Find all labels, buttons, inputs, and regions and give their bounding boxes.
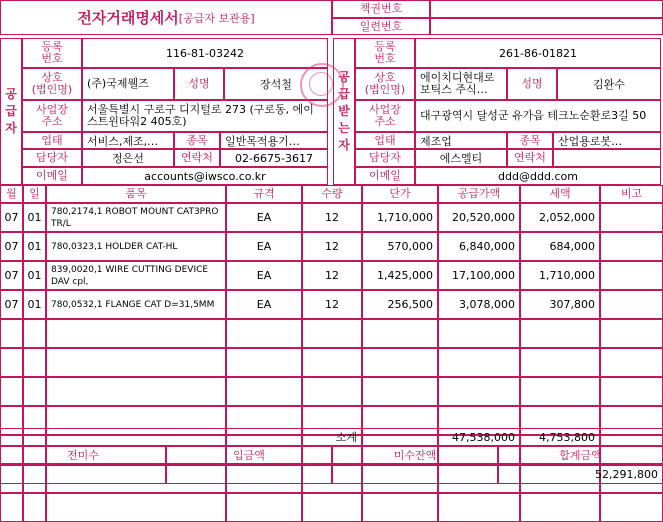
empty-cell — [0, 493, 23, 522]
empty-cell — [226, 348, 302, 377]
section-char: 는 — [338, 121, 350, 135]
section-char: 받 — [338, 104, 350, 118]
header-price: 단가 — [362, 185, 438, 203]
empty-cell — [46, 377, 226, 406]
supplier-biz-type-label: 업태 — [22, 132, 82, 149]
supplier-address-label: 사업장 주소 — [22, 100, 82, 132]
item-qty: 12 — [302, 290, 362, 319]
subtotal-spacer — [362, 428, 438, 446]
item-supply: 20,520,000 — [438, 203, 520, 232]
item-spec: EA — [226, 261, 302, 290]
buyer-biz-type: 제조업 — [415, 132, 507, 149]
buyer-address-label: 사업장 주소 — [355, 100, 415, 132]
title-sub: [공급자 보관용] — [178, 11, 255, 25]
supplier-reg-no: 116-81-03242 — [82, 38, 328, 68]
empty-cell — [362, 348, 438, 377]
item-note — [600, 261, 663, 290]
empty-cell — [600, 377, 663, 406]
supplier-phone-label: 연락처 — [174, 149, 220, 167]
item-month: 07 — [0, 203, 23, 232]
section-char: 급 — [338, 87, 350, 101]
header-name: 품목 — [46, 185, 226, 203]
item-price: 256,500 — [362, 290, 438, 319]
buyer-email-label: 이메일 — [355, 167, 415, 185]
item-qty: 12 — [302, 203, 362, 232]
subtotal-tax: 4,753,800 — [520, 428, 600, 446]
header-supply: 공급가액 — [438, 185, 520, 203]
buyer-ceo-name: 김완수 — [557, 68, 661, 100]
supplier-company-label: 상호 (법인명) — [22, 68, 82, 100]
empty-cell — [438, 493, 520, 522]
empty-cell — [46, 348, 226, 377]
supplier-manager-name: 정은선 — [82, 149, 174, 167]
item-name: 839,0020,1 WIRE CUTTING DEVICE DAV cpl, — [46, 261, 226, 290]
buyer-manager-name: 에스엘티 — [415, 149, 507, 167]
serial-no-value — [430, 18, 663, 35]
empty-cell — [438, 348, 520, 377]
empty-cell — [600, 348, 663, 377]
subtotal-note — [600, 428, 663, 446]
section-char: 자 — [338, 138, 350, 152]
empty-cell — [23, 377, 46, 406]
header-tax: 세액 — [520, 185, 600, 203]
item-name: 780,0532,1 FLANGE CAT D=31,5MM — [46, 290, 226, 319]
footer-prev_unpaid — [0, 465, 166, 484]
item-note — [600, 290, 663, 319]
item-month: 07 — [0, 290, 23, 319]
item-spec: EA — [226, 232, 302, 261]
item-spec: EA — [226, 290, 302, 319]
empty-cell — [362, 377, 438, 406]
empty-cell — [0, 377, 23, 406]
header-note: 비고 — [600, 185, 663, 203]
empty-cell — [600, 493, 663, 522]
buyer-section-label — [333, 38, 355, 185]
supplier-phone: 02-6675-3617 — [220, 149, 328, 167]
item-price: 570,000 — [362, 232, 438, 261]
footer-balance-label: 미수잔액 — [332, 446, 498, 465]
empty-cell — [520, 348, 600, 377]
document-title — [0, 0, 332, 35]
item-qty: 12 — [302, 232, 362, 261]
empty-cell — [23, 493, 46, 522]
empty-cell — [438, 377, 520, 406]
item-note — [600, 203, 663, 232]
item-name: 780,2174,1 ROBOT MOUNT CAT3PRO TR/L — [46, 203, 226, 232]
header-qty: 수량 — [302, 185, 362, 203]
empty-cell — [362, 319, 438, 348]
empty-cell — [520, 377, 600, 406]
empty-cell — [520, 319, 600, 348]
buyer-email: ddd@ddd.com — [415, 167, 661, 185]
empty-cell — [520, 493, 600, 522]
buyer-phone-label: 연락처 — [507, 149, 553, 167]
buyer-company-name: 에이치디현대로보틱스 주식… — [415, 68, 507, 100]
item-supply: 3,078,000 — [438, 290, 520, 319]
section-char: 급 — [5, 104, 17, 118]
item-day: 01 — [23, 203, 46, 232]
empty-cell — [302, 493, 362, 522]
empty-cell — [23, 319, 46, 348]
empty-cell — [362, 493, 438, 522]
item-supply: 17,100,000 — [438, 261, 520, 290]
item-day: 01 — [23, 261, 46, 290]
supplier-ceo-name: 장석철 — [224, 68, 328, 100]
footer-received-label: 입금액 — [166, 446, 332, 465]
item-qty: 12 — [302, 261, 362, 290]
book-no-label: 책권번호 — [332, 0, 430, 18]
supplier-company-name: (주)국제웰즈 — [82, 68, 174, 100]
empty-cell — [438, 319, 520, 348]
item-tax: 684,000 — [520, 232, 600, 261]
subtotal-supply: 47,538,000 — [438, 428, 520, 446]
item-supply: 6,840,000 — [438, 232, 520, 261]
empty-cell — [302, 319, 362, 348]
empty-cell — [0, 348, 23, 377]
item-day: 01 — [23, 232, 46, 261]
empty-cell — [226, 377, 302, 406]
header-day: 일 — [23, 185, 46, 203]
supplier-biz-item-label: 종목 — [174, 132, 220, 149]
subtotal-label: 소계 — [0, 428, 362, 446]
serial-no-label: 일련번호 — [332, 18, 430, 35]
buyer-company-label: 상호 (법인명) — [355, 68, 415, 100]
empty-cell — [23, 348, 46, 377]
buyer-phone — [553, 149, 661, 167]
empty-cell — [600, 319, 663, 348]
section-char: 공 — [5, 87, 17, 101]
item-name: 780,0323,1 HOLDER CAT-HL — [46, 232, 226, 261]
empty-cell — [46, 319, 226, 348]
item-spec: EA — [226, 203, 302, 232]
item-tax: 2,052,000 — [520, 203, 600, 232]
buyer-manager-label: 담당자 — [355, 149, 415, 167]
section-char: 자 — [5, 121, 17, 135]
empty-cell — [0, 319, 23, 348]
footer-balance — [332, 465, 498, 484]
buyer-biz-type-label: 업태 — [355, 132, 415, 149]
buyer-address: 대구광역시 달성군 유가읍 테크노순환로3길 50 — [415, 100, 661, 132]
buyer-ceo-label: 성명 — [507, 68, 557, 100]
item-tax: 307,800 — [520, 290, 600, 319]
item-price: 1,710,000 — [362, 203, 438, 232]
empty-cell — [302, 377, 362, 406]
footer-prev_unpaid-label: 전미수 — [0, 446, 166, 465]
empty-cell — [46, 493, 226, 522]
empty-cell — [226, 493, 302, 522]
title-main: 전자거래명세서 — [77, 9, 179, 27]
buyer-reg-no: 261-86-01821 — [415, 38, 661, 68]
section-char: 공 — [338, 70, 350, 84]
supplier-ceo-label: 성명 — [174, 68, 224, 100]
footer-received — [166, 465, 332, 484]
buyer-biz-item: 산업용로봇… — [553, 132, 661, 149]
footer-total: 52,291,800 — [498, 465, 663, 484]
supplier-manager-label: 담당자 — [22, 149, 82, 167]
supplier-reg-no-label: 등록 번호 — [22, 38, 82, 68]
footer-total-label: 합계금액 — [498, 446, 663, 465]
buyer-reg-no-label: 등록 번호 — [355, 38, 415, 68]
supplier-biz-item: 일반목적용기… — [220, 132, 328, 149]
item-day: 01 — [23, 290, 46, 319]
item-tax: 1,710,000 — [520, 261, 600, 290]
empty-cell — [302, 348, 362, 377]
buyer-biz-item-label: 종목 — [507, 132, 553, 149]
supplier-address: 서울특별시 구로구 디지털로 273 (구로동, 에이스트윈타워2 405호) — [82, 100, 328, 132]
supplier-biz-type: 서비스,제조,… — [82, 132, 174, 149]
empty-cell — [226, 319, 302, 348]
item-price: 1,425,000 — [362, 261, 438, 290]
item-note — [600, 232, 663, 261]
supplier-email: accounts@iwsco.co.kr — [82, 167, 328, 185]
item-month: 07 — [0, 232, 23, 261]
item-month: 07 — [0, 261, 23, 290]
supplier-email-label: 이메일 — [22, 167, 82, 185]
book-no-value — [430, 0, 663, 18]
header-month: 월 — [0, 185, 23, 203]
header-spec: 규격 — [226, 185, 302, 203]
supplier-section-label — [0, 38, 22, 185]
